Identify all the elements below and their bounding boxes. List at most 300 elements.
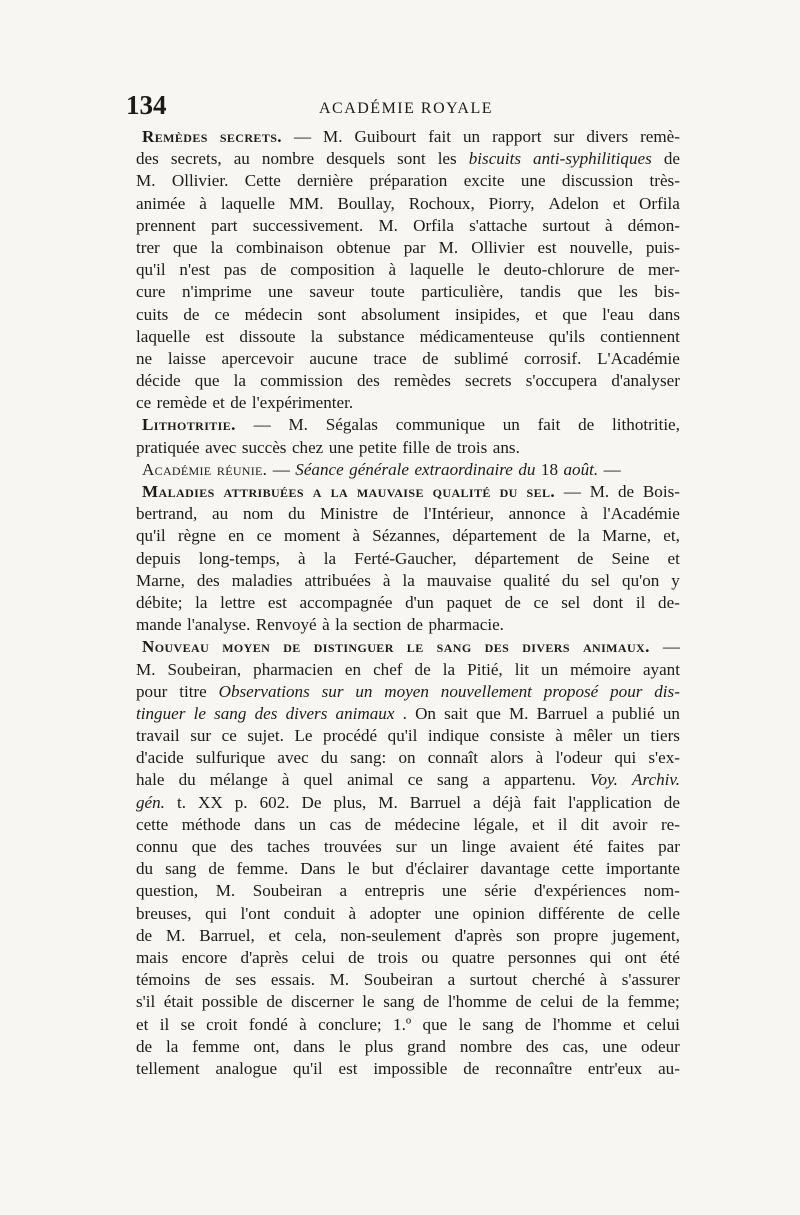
- word: conclure;: [318, 1014, 382, 1034]
- word: d'analyser: [611, 371, 680, 391]
- text-line: [136, 148, 680, 170]
- word: et: [667, 548, 680, 568]
- word: à: [605, 215, 613, 235]
- word: de: [578, 415, 595, 435]
- word: avaient: [509, 837, 560, 856]
- word: sur: [190, 726, 212, 746]
- word: fait: [533, 792, 556, 812]
- word: de: [283, 637, 301, 657]
- word: la: [606, 992, 620, 1012]
- word: nombre: [459, 1036, 513, 1056]
- word: et: [268, 925, 281, 945]
- word: odeur: [640, 1036, 680, 1056]
- word: une: [328, 437, 354, 457]
- word: divers: [522, 637, 570, 657]
- word: nom: [242, 504, 274, 524]
- word: reconnaître: [495, 1058, 573, 1078]
- text-line: [136, 836, 680, 858]
- word: obtenue: [336, 237, 391, 257]
- word: secrets: [465, 371, 512, 391]
- word: secrets,: [170, 149, 222, 169]
- word: du: [518, 459, 536, 479]
- word: remède: [156, 393, 207, 413]
- word: davantage: [480, 859, 550, 879]
- text-line: [136, 548, 680, 570]
- word: M.: [323, 127, 343, 146]
- word: faites: [607, 837, 645, 856]
- word: que: [577, 282, 603, 302]
- word: la: [323, 548, 337, 568]
- text-line: [136, 126, 680, 148]
- word: Barruel: [536, 703, 588, 723]
- word: trouvées: [323, 837, 382, 856]
- word: Lithotritie.: [142, 415, 236, 435]
- word: s'ex-: [648, 748, 680, 768]
- word: l'eau: [602, 304, 634, 324]
- text-line: [136, 570, 680, 592]
- word: sulfurique: [195, 748, 266, 768]
- word: Soubeiran: [252, 881, 323, 901]
- word: de: [260, 260, 277, 280]
- word: proposé: [543, 681, 599, 701]
- word: très-: [649, 171, 680, 191]
- word: ou: [421, 947, 439, 967]
- word: divers: [586, 127, 629, 146]
- word: M.: [288, 415, 308, 435]
- word: maladies: [231, 570, 293, 590]
- word: sang: [436, 770, 469, 790]
- word: distinguer: [313, 637, 394, 657]
- word: M.: [438, 237, 459, 257]
- word: générale: [349, 459, 409, 479]
- word: sujet.: [247, 726, 284, 746]
- word: de: [364, 814, 381, 834]
- word: cuits: [136, 304, 169, 324]
- word: breuses,: [136, 903, 192, 923]
- word: qui: [614, 748, 637, 768]
- word: hale: [136, 770, 165, 790]
- word: à: [580, 504, 588, 524]
- word: linge: [461, 837, 496, 856]
- word: ce: [533, 592, 549, 612]
- text-line: [136, 437, 680, 459]
- word: de: [463, 1058, 480, 1078]
- word: que: [191, 837, 217, 856]
- word: se: [180, 1014, 195, 1034]
- word: une: [268, 282, 293, 302]
- word: mélange: [209, 770, 268, 790]
- text-line: [136, 215, 680, 237]
- word: ses: [235, 970, 257, 990]
- word: cela,: [294, 925, 327, 945]
- word: personnes: [507, 947, 577, 967]
- word: sel: [591, 570, 611, 590]
- word: M.: [136, 659, 156, 679]
- text-line: [136, 814, 680, 836]
- word: Guibourt: [354, 127, 417, 146]
- word: différente: [538, 903, 605, 923]
- text-line: [136, 414, 680, 436]
- word: sang: [383, 992, 415, 1012]
- word: d'après: [454, 925, 503, 945]
- word: tellement: [136, 1058, 200, 1078]
- word: essais.: [270, 970, 316, 990]
- word: laquelle: [220, 193, 275, 213]
- word: l'analyse.: [187, 615, 251, 635]
- word: l'homme: [552, 1014, 612, 1034]
- word: du: [320, 748, 338, 768]
- word: analogue: [215, 1058, 278, 1078]
- word: Rochoux,: [408, 193, 475, 213]
- word: a: [596, 703, 604, 723]
- word: préparation: [369, 171, 448, 191]
- word: celle: [647, 903, 680, 923]
- word: que: [422, 1014, 448, 1034]
- word: est: [205, 326, 225, 346]
- word: sublimé: [454, 348, 509, 368]
- word: question,: [136, 881, 199, 901]
- word: l'ont: [240, 903, 271, 923]
- word: remè-: [640, 127, 680, 146]
- word: celui: [540, 992, 574, 1012]
- word: ce: [256, 526, 272, 546]
- text-line: [136, 703, 680, 725]
- word: fait: [537, 415, 561, 435]
- word: qu'il: [136, 260, 166, 280]
- word: le: [477, 260, 490, 280]
- word: mémoire: [570, 659, 631, 679]
- word: adopter: [369, 903, 421, 923]
- word: 1.º: [393, 1014, 412, 1034]
- word: moyen: [384, 681, 429, 701]
- word: composition: [290, 260, 375, 280]
- word: sont: [317, 304, 347, 324]
- text-line: [136, 1036, 680, 1058]
- word: cette: [561, 859, 594, 879]
- word: femme;: [627, 992, 680, 1012]
- word: un: [502, 415, 520, 435]
- word: mer-: [647, 260, 680, 280]
- word: au-: [658, 1058, 680, 1078]
- word: sur: [553, 127, 575, 146]
- word: département: [474, 548, 560, 568]
- word: corrosif.: [523, 348, 582, 368]
- word: à: [388, 260, 397, 280]
- word: M.: [378, 215, 398, 235]
- word: de: [618, 260, 635, 280]
- text-line: [136, 636, 680, 658]
- word: la: [330, 482, 349, 501]
- word: laquelle: [136, 326, 191, 346]
- word: anti-syphilitiques: [533, 149, 652, 169]
- word: de: [392, 504, 409, 524]
- word: à: [298, 548, 306, 568]
- word: la: [577, 526, 590, 546]
- word: l'homme: [447, 992, 507, 1012]
- word: de: [136, 1036, 153, 1056]
- text-line: [136, 348, 680, 370]
- word: des: [356, 371, 380, 391]
- word: du: [499, 482, 518, 501]
- word: pour: [136, 681, 168, 701]
- word: sang:: [350, 748, 387, 768]
- word: procédé: [323, 726, 378, 746]
- word: l'application: [567, 792, 652, 812]
- text-line: [136, 991, 680, 1013]
- word: dit: [580, 814, 599, 834]
- word: M.: [136, 171, 156, 191]
- word: trois: [456, 437, 488, 457]
- word: été: [659, 947, 680, 967]
- text-line: [136, 170, 680, 192]
- word: un: [298, 814, 317, 834]
- word: département: [452, 526, 537, 546]
- word: s'occupera: [525, 371, 598, 391]
- word: —: [603, 459, 621, 479]
- word: titre: [179, 681, 207, 701]
- word: biscuits: [468, 149, 521, 169]
- word: sang: [436, 637, 472, 657]
- word: du: [136, 859, 154, 879]
- word: M.: [378, 792, 398, 812]
- word: Le: [294, 726, 313, 746]
- word: de: [617, 482, 635, 501]
- text-line: [136, 481, 680, 503]
- word: sur: [395, 837, 417, 856]
- word: sel: [561, 592, 581, 612]
- word: lithotritie,: [612, 415, 680, 435]
- word: à: [322, 615, 330, 635]
- word: mande: [136, 615, 182, 635]
- word: attribuées: [223, 482, 304, 501]
- word: quel: [303, 770, 333, 790]
- word: entrepris: [364, 881, 425, 901]
- word: qu'ils: [548, 326, 586, 346]
- word: médecine: [394, 814, 460, 834]
- word: connaît: [427, 748, 479, 768]
- word: de: [581, 992, 599, 1012]
- word: était: [163, 992, 194, 1012]
- word: d'acide: [136, 748, 184, 768]
- word: des: [230, 837, 254, 856]
- word: Ollivier.: [171, 171, 229, 191]
- word: dans: [648, 304, 680, 324]
- word: bis-: [654, 282, 680, 302]
- word: gén.: [136, 792, 165, 812]
- word: sur: [321, 681, 344, 701]
- word: est: [338, 1058, 358, 1078]
- word: combinaison: [236, 237, 324, 257]
- word: nouvelle,: [569, 237, 633, 257]
- word: plus,: [333, 792, 367, 812]
- word: laquelle: [409, 260, 464, 280]
- word: Barruel,: [199, 925, 255, 945]
- word: publié: [611, 703, 655, 723]
- word: animée: [136, 193, 186, 213]
- word: et: [622, 1014, 636, 1034]
- word: et: [532, 814, 545, 834]
- text-line: [136, 947, 680, 969]
- word: L'Académie: [597, 348, 680, 368]
- word: de: [266, 992, 283, 1012]
- word: la: [233, 371, 246, 391]
- word: ont,: [253, 1036, 280, 1056]
- word: des: [525, 1036, 549, 1056]
- word: à: [599, 970, 608, 990]
- word: un: [355, 681, 373, 701]
- word: s'assurer: [621, 970, 680, 990]
- word: du: [288, 504, 306, 524]
- word: de: [422, 348, 439, 368]
- word: communique: [395, 415, 485, 435]
- word: le: [193, 703, 206, 723]
- word: de: [208, 859, 225, 879]
- word: encore: [181, 947, 228, 967]
- word: à: [382, 570, 391, 590]
- word: et,: [663, 526, 680, 546]
- word: substance: [338, 326, 405, 346]
- word: a: [339, 881, 348, 901]
- word: Dans: [300, 859, 336, 879]
- word: dans: [293, 1036, 325, 1056]
- word: tinguer: [136, 703, 186, 723]
- word: apercevoir: [221, 348, 294, 368]
- word: des: [254, 703, 278, 723]
- word: un: [463, 127, 481, 146]
- word: est: [537, 237, 557, 257]
- word: de: [504, 592, 521, 612]
- word: règne: [177, 526, 216, 546]
- word: pharmacien: [253, 659, 333, 679]
- word: par: [403, 237, 426, 257]
- word: qu'il: [387, 726, 418, 746]
- word: 18: [540, 459, 559, 479]
- word: chef: [373, 659, 403, 679]
- word: deuto-chlorure: [503, 260, 605, 280]
- word: Ferté-Gaucher,: [354, 548, 457, 568]
- word: l'Intérieur,: [423, 504, 494, 524]
- word: tiers: [650, 726, 680, 746]
- word: succès: [241, 437, 287, 457]
- word: cette: [136, 814, 169, 834]
- word: mauvaise: [426, 570, 492, 590]
- word: Marne,: [602, 526, 651, 546]
- text-line: [136, 503, 680, 525]
- word: les: [618, 282, 638, 302]
- word: Ségalas: [325, 415, 378, 435]
- word: de: [230, 393, 247, 413]
- word: démon-: [627, 215, 680, 235]
- word: n'imprime: [182, 282, 252, 302]
- word: de: [204, 970, 221, 990]
- word: à: [199, 193, 207, 213]
- word: à: [352, 526, 360, 546]
- word: ce: [214, 304, 230, 324]
- word: contiennent: [600, 326, 680, 346]
- word: par: [658, 837, 680, 856]
- word: avec: [277, 748, 309, 768]
- word: Cette: [244, 171, 281, 191]
- word: l'odeur: [555, 748, 603, 768]
- text-line: [136, 925, 680, 947]
- word: —: [253, 415, 271, 435]
- word: re-: [660, 814, 680, 834]
- word: s'attache: [469, 215, 528, 235]
- text-line: [136, 281, 680, 303]
- word: à: [535, 748, 544, 768]
- word: quatre: [451, 947, 495, 967]
- text-line: [136, 659, 680, 681]
- word: Boullay,: [337, 193, 395, 213]
- word: Sézannes,: [372, 526, 441, 546]
- body-text: [136, 126, 680, 1080]
- word: d'un: [405, 592, 434, 612]
- word: s'il: [136, 992, 156, 1012]
- word: une: [520, 171, 546, 191]
- word: —: [563, 482, 581, 501]
- text-line: [136, 193, 680, 215]
- word: témoins: [136, 970, 191, 990]
- word: particulière,: [421, 282, 504, 302]
- word: a: [312, 482, 322, 501]
- word: croit: [206, 1014, 238, 1034]
- word: dont: [592, 592, 624, 612]
- word: de: [663, 149, 680, 169]
- word: laisse: [167, 348, 206, 368]
- word: été: [573, 837, 594, 856]
- word: pratiquée: [136, 437, 200, 457]
- word: Soubeiran,: [167, 659, 242, 679]
- text-line: [136, 592, 680, 614]
- text-line: [136, 858, 680, 880]
- word: puis-: [645, 237, 680, 257]
- word: débite;: [136, 592, 183, 612]
- word: août.: [563, 459, 599, 479]
- page-number: 134: [126, 90, 167, 120]
- word: ans.: [492, 437, 520, 457]
- word: n'est: [179, 260, 211, 280]
- word: médecin: [244, 304, 303, 324]
- word: animaux.: [582, 637, 650, 657]
- word: à: [299, 1014, 307, 1034]
- word: y: [671, 570, 680, 590]
- word: aucune: [309, 348, 358, 368]
- word: commission: [260, 371, 343, 391]
- word: depuis: [136, 548, 181, 568]
- word: d'expériences: [533, 881, 627, 901]
- word: son: [516, 925, 540, 945]
- word: de: [423, 992, 440, 1012]
- word: un: [622, 726, 640, 746]
- word: décide: [136, 371, 181, 391]
- word: connu: [136, 837, 178, 856]
- word: du: [561, 570, 580, 590]
- word: Bois-: [642, 482, 680, 501]
- word: absolument: [361, 304, 440, 324]
- text-line: [136, 725, 680, 747]
- word: le: [458, 1014, 471, 1034]
- word: de: [183, 304, 200, 324]
- word: On: [415, 703, 436, 723]
- word: sait: [444, 703, 468, 723]
- word: insipides,: [454, 304, 520, 324]
- word: t.: [176, 792, 187, 812]
- word: De: [301, 792, 322, 812]
- word: part: [210, 215, 238, 235]
- word: lit: [514, 659, 529, 679]
- word: mais: [136, 947, 169, 967]
- text-line: [136, 681, 680, 703]
